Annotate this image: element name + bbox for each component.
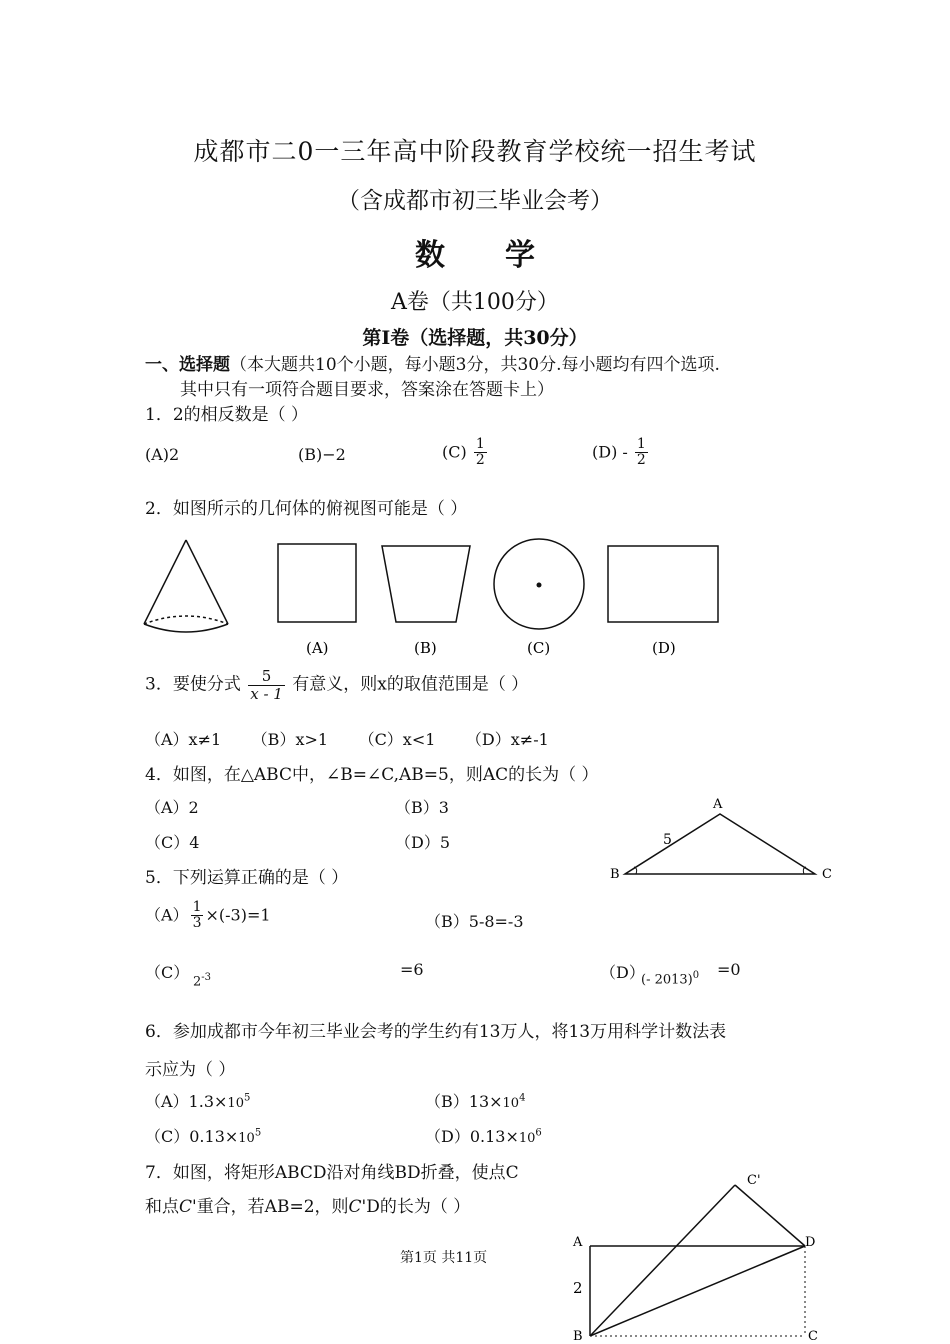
q5-a-den: 3 xyxy=(192,915,202,932)
q6-option-d xyxy=(425,1124,542,1147)
vertex-d-label: D xyxy=(805,1235,816,1250)
vertex-c-prime-label: C' xyxy=(747,1173,761,1188)
q5-c-exp: -3 xyxy=(201,972,212,983)
q5-a-post: ×(-3)=1 xyxy=(205,905,271,925)
q6-b-text: （B）13× xyxy=(425,1092,503,1111)
q6-option-b xyxy=(425,1089,525,1112)
q1-c-den: 2 xyxy=(475,452,485,469)
q1-option-c-label: (C) xyxy=(442,442,467,462)
section-instructions xyxy=(145,350,720,375)
q1-option-b: (B)−2 xyxy=(298,445,346,464)
q6-d-exp: 6 xyxy=(535,1127,542,1139)
q3-num: 5 xyxy=(248,668,285,686)
q7-rectangle-figure xyxy=(565,1168,825,1344)
q5-stem: 5．下列运算正确的是（ ） xyxy=(145,868,349,888)
q7-stem-2b: 重合，若AB=2，则 xyxy=(196,1197,349,1217)
q6-stem-1: 6．参加成都市今年初三毕业会考的学生约有13万人，将13万用科学计数法表 xyxy=(145,1022,727,1042)
q6-a-exp: 5 xyxy=(243,1092,251,1104)
vertex-b-label: B xyxy=(610,867,620,882)
q1-option-a: (A)2 xyxy=(145,445,180,464)
page-number: 第1页 共11页 xyxy=(400,1250,488,1266)
square-view-a xyxy=(278,544,356,622)
q1-option-c xyxy=(442,437,489,469)
q2-label-c: (C) xyxy=(527,639,551,657)
q1-stem: 1．2的相反数是（ ） xyxy=(145,405,309,425)
q4-stem: 4．如图，在△ABC中，∠B=∠C,AB=5，则AC的长为（ ） xyxy=(145,765,599,785)
part-heading: 第Ⅰ卷（选择题，共30分） xyxy=(362,327,588,349)
q2-label-d: (D) xyxy=(652,639,676,657)
q5-d-exp: 0 xyxy=(692,970,700,981)
q2-stem: 2．如图所示的几何体的俯视图可能是（ ） xyxy=(145,499,468,519)
q5-option-b: （B）5-8=-3 xyxy=(425,912,524,931)
diagonal-bd xyxy=(590,1246,805,1336)
q4-option-b: （B）3 xyxy=(395,798,449,817)
q5-a-num: 1 xyxy=(192,899,202,915)
q6-option-a xyxy=(145,1089,250,1112)
vertex-c-label: C xyxy=(808,1329,818,1344)
q7-cprime-1: C' xyxy=(179,1197,197,1217)
q6-d-text: （D）0.13× xyxy=(425,1127,519,1146)
q6-stem-2: 示应为（ ） xyxy=(145,1060,236,1080)
q1-d-num: 1 xyxy=(636,436,646,452)
q1-option-d-fraction xyxy=(635,437,648,469)
q7-cprime-2: C' xyxy=(348,1197,367,1217)
side-ab-length: 2 xyxy=(573,1279,583,1297)
q5-option-d-power xyxy=(641,970,699,987)
q1-option-d xyxy=(592,437,650,469)
q7-stem-2c: D的长为（ ） xyxy=(366,1197,471,1217)
q4-option-d: （D）5 xyxy=(395,833,451,852)
q5-option-c-label: （C） xyxy=(145,963,190,982)
exam-title: 成都市二0一三年高中阶段教育学校统一招生考试 xyxy=(193,137,757,166)
q5-d-base: (- 2013) xyxy=(641,972,693,988)
q3-stem-post: 有意义，则x的取值范围是（ ） xyxy=(292,674,529,695)
q7-stem-1: 7．如图，将矩形ABCD沿对角线BD折叠，使点C xyxy=(145,1163,519,1183)
vertex-b-label: B xyxy=(573,1329,583,1344)
triangle-abc xyxy=(625,814,815,874)
exam-subtitle: （含成都市初三毕业会考） xyxy=(337,188,613,214)
q6-c-exp: 5 xyxy=(254,1127,262,1139)
q4-option-a: （A）2 xyxy=(145,798,199,817)
cone-figure xyxy=(144,540,228,632)
q6-d-base: 10 xyxy=(518,1131,536,1146)
q1-option-d-label: (D) - xyxy=(592,442,628,462)
q3-fraction xyxy=(248,668,285,702)
vertex-a-label: A xyxy=(573,1235,583,1250)
q3-stem xyxy=(145,668,528,702)
trapezoid-view-b xyxy=(382,546,470,622)
circle-center-dot xyxy=(537,583,542,588)
q3-options: （A）x≠1 （B）x>1 （C）x<1 （D）x≠-1 xyxy=(145,730,549,749)
q2-label-b: (B) xyxy=(414,639,437,657)
q6-option-c xyxy=(145,1124,261,1147)
q6-b-base: 10 xyxy=(502,1096,520,1111)
q5-option-d-label: （D） xyxy=(600,963,645,982)
q6-c-text: （C）0.13× xyxy=(145,1127,239,1146)
q5-option-c-power xyxy=(193,972,211,989)
q1-option-c-fraction xyxy=(474,437,487,469)
q6-c-base: 10 xyxy=(238,1131,255,1146)
q7-stem-2 xyxy=(145,1192,470,1217)
q5-option-c-result: =6 xyxy=(400,960,424,979)
section-desc-2: 其中只有一项符合题目要求，答案涂在答题卡上） xyxy=(180,380,554,400)
q5-a-fraction xyxy=(191,900,204,932)
q6-a-base: 10 xyxy=(227,1096,244,1111)
q1-c-num: 1 xyxy=(475,436,485,452)
q4-triangle-figure xyxy=(600,790,840,885)
subject-heading: 数学 xyxy=(415,238,595,273)
q1-d-den: 2 xyxy=(636,452,646,469)
q5-c-base: 2 xyxy=(193,974,202,990)
q7-stem-2a: 和点 xyxy=(145,1197,179,1217)
section-desc-1: （本大题共10个小题，每小题3分，共30分.每小题均有四个选项. xyxy=(230,355,720,375)
folded-bc-prime xyxy=(590,1185,735,1336)
q6-a-text: （A）1.3× xyxy=(145,1092,228,1111)
vertex-c-label: C xyxy=(822,867,832,882)
q5-option-a xyxy=(145,900,271,932)
side-ab-label: 5 xyxy=(663,832,672,848)
q5-a-label: （A） xyxy=(145,905,189,925)
q5-option-d-result: =0 xyxy=(717,960,741,979)
q2-figures xyxy=(130,530,750,665)
q4-option-c: （C）4 xyxy=(145,833,200,852)
q2-label-a: (A) xyxy=(306,639,329,657)
rectangle-view-d xyxy=(608,546,718,622)
folded-c-prime-d xyxy=(735,1185,805,1246)
q3-den: x - 1 xyxy=(250,684,283,703)
volume-heading: A卷（共100分） xyxy=(391,290,559,315)
vertex-a-label: A xyxy=(713,797,723,812)
q6-b-exp: 4 xyxy=(519,1092,526,1104)
section-label: 一、选择题 xyxy=(145,355,230,375)
q3-stem-pre: 3．要使分式 xyxy=(145,674,241,695)
